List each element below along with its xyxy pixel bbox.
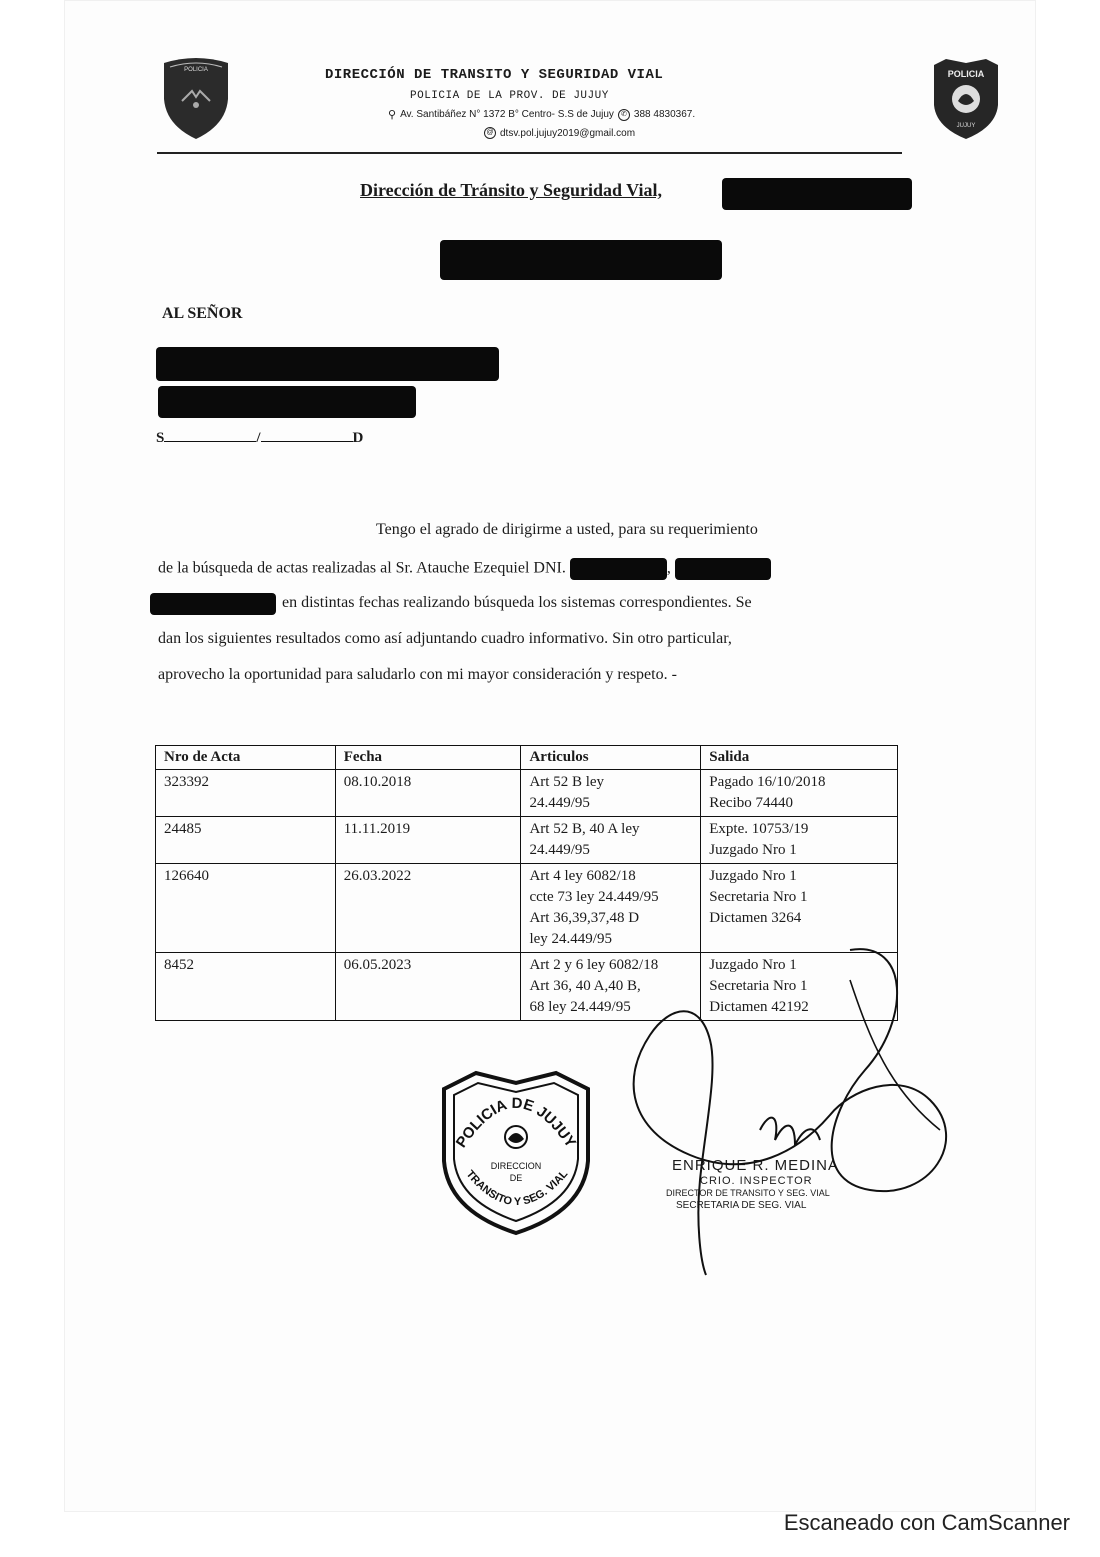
svg-text:POLICIA: POLICIA bbox=[947, 69, 985, 79]
body-line-3: en distintas fechas realizando búsqueda los sistemas correspondientes. Se bbox=[282, 594, 752, 611]
header-email-line bbox=[484, 127, 635, 139]
cell-articulos: Art 52 B ley 24.449/95 bbox=[521, 770, 701, 817]
police-shield-emblem-icon bbox=[160, 55, 232, 141]
table-header-salida: Salida bbox=[701, 746, 898, 770]
cell-salida: Expte. 10753/19 Juzgado Nro 1 bbox=[701, 817, 898, 864]
header-email: dtsv.pol.jujuy2019@gmail.com bbox=[500, 127, 636, 139]
table-row bbox=[156, 770, 898, 817]
policia-jujuy-badge-icon bbox=[930, 55, 1002, 141]
sd-separator: / bbox=[256, 430, 261, 446]
header-divider bbox=[157, 152, 902, 154]
cell-acta: 323392 bbox=[156, 770, 336, 817]
cell-acta: 8452 bbox=[156, 953, 336, 1021]
table-header-fecha: Fecha bbox=[335, 746, 521, 770]
table-header-articulos: Articulos bbox=[521, 746, 701, 770]
redaction-addressee-title bbox=[158, 386, 416, 418]
header-address-line bbox=[388, 108, 695, 121]
cell-salida: Pagado 16/10/2018 Recibo 74440 bbox=[701, 770, 898, 817]
redaction-addressee-name bbox=[156, 347, 499, 381]
stamp-bottom-text: TRANSITO Y SEG. VIAL bbox=[463, 1167, 571, 1209]
cell-articulos: Art 2 y 6 ley 6082/18 Art 36, 40 A,40 B, 68 ley 24.449/95 bbox=[521, 953, 701, 1021]
svg-text:JUJUY: JUJUY bbox=[956, 123, 976, 129]
table-row bbox=[156, 817, 898, 864]
sd-right: D bbox=[352, 430, 364, 446]
sd-left: S bbox=[156, 430, 165, 446]
sd-line bbox=[156, 430, 363, 447]
table-header-row bbox=[156, 746, 898, 770]
body-line-5: aprovecho la oportunidad para saludarlo con mi mayor consideración y respeto. - bbox=[158, 666, 677, 683]
stamp-line-2: DE bbox=[509, 1173, 523, 1183]
body-line-1: Tengo el agrado de dirigirme a usted, para su requerimiento bbox=[376, 521, 758, 538]
cell-fecha: 08.10.2018 bbox=[335, 770, 521, 817]
letter-heading: Dirección de Tránsito y Seguridad Vial, bbox=[360, 180, 663, 200]
cell-salida: Juzgado Nro 1 Secretaria Nro 1 Dictamen 42192 bbox=[701, 953, 898, 1021]
stamp-arc-text: POLICIA DE JUJUY bbox=[452, 1094, 580, 1151]
phone-icon: ✆ bbox=[618, 109, 630, 121]
svg-text:POLICIA: POLICIA bbox=[184, 67, 208, 73]
signature-name: ENRIQUE R. MEDINA bbox=[672, 1157, 840, 1174]
cell-articulos: Art 4 ley 6082/18 ccte 73 ley 24.449/95 Art 36,39,37,48 D ley 24.449/95 bbox=[521, 864, 701, 953]
addressee-label: AL SEÑOR bbox=[162, 305, 243, 322]
redaction-dni-2 bbox=[675, 558, 771, 580]
camscanner-footer: Escaneado con CamScanner bbox=[783, 1510, 1070, 1535]
cell-fecha: 26.03.2022 bbox=[335, 864, 521, 953]
body-line-4: dan los siguientes resultados como así adjuntando cuadro informativo. Sin otro particular, bbox=[158, 630, 732, 647]
redaction-heading-location bbox=[722, 178, 912, 210]
body-line-2: de la búsqueda de actas realizadas al Sr. Atauche Ezequiel DNI. , bbox=[158, 558, 771, 580]
location-pin-icon: ⚲ bbox=[388, 109, 397, 121]
redaction-date bbox=[440, 240, 722, 280]
header-title: DIRECCIÓN DE TRANSITO Y SEGURIDAD VIAL bbox=[325, 67, 664, 83]
cell-fecha: 11.11.2019 bbox=[335, 817, 521, 864]
cell-fecha: 06.05.2023 bbox=[335, 953, 521, 1021]
signature-role-2: SECRETARIA DE SEG. VIAL bbox=[676, 1200, 807, 1211]
cell-salida: Juzgado Nro 1 Secretaria Nro 1 Dictamen 3264 bbox=[701, 864, 898, 953]
redaction-line-3 bbox=[150, 593, 276, 615]
cell-acta: 24485 bbox=[156, 817, 336, 864]
police-shield-stamp-icon bbox=[436, 1065, 596, 1237]
header-phone: 388 4830367. bbox=[633, 109, 696, 120]
handwritten-signature bbox=[610, 940, 960, 1280]
stamp-line-1: DIRECCION bbox=[490, 1161, 542, 1171]
email-icon: @ bbox=[484, 127, 496, 139]
cell-articulos: Art 52 B, 40 A ley 24.449/95 bbox=[521, 817, 701, 864]
cell-acta: 126640 bbox=[156, 864, 336, 953]
signature-rank: CRIO. INSPECTOR bbox=[700, 1175, 813, 1187]
header-subtitle: POLICIA DE LA PROV. DE JUJUY bbox=[410, 90, 609, 102]
header-address: Av. Santibáñez N° 1372 B° Centro- S.S de Jujuy bbox=[400, 109, 614, 120]
signature-role-1: DIRECTOR DE TRANSITO Y SEG. VIAL bbox=[666, 1188, 830, 1198]
table-header-acta: Nro de Acta bbox=[156, 746, 336, 770]
redaction-dni-1 bbox=[570, 558, 667, 580]
